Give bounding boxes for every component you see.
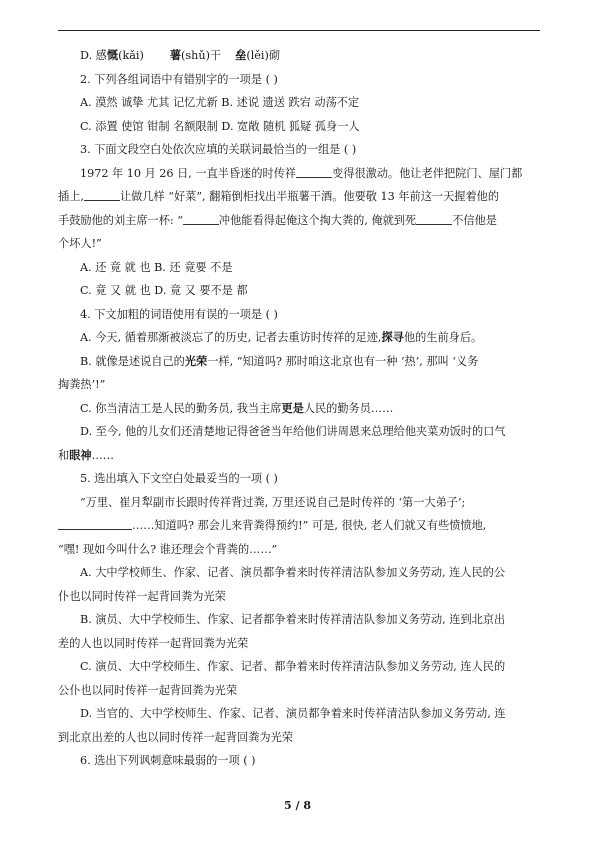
fill-blank bbox=[296, 166, 332, 178]
question-3: 3. 下面文段空白处依次应填的关联词最恰当的一组是 ( ) bbox=[80, 143, 357, 156]
passage-line: “嘿! 现如今叫什么? 谁还理会个背粪的……” bbox=[58, 542, 278, 556]
bold-word: 光荣 bbox=[184, 353, 208, 368]
text: ……知道吗? 那会儿来背粪得预约!” 可是, 很快, 老人们就又有些愤愤地, bbox=[132, 519, 487, 532]
passage-line bbox=[58, 185, 540, 209]
q3-options-cd: C. 竟 又 就 也 D. 竟 又 要不是 都 bbox=[80, 284, 248, 297]
text: 变得很激动。他让老伴把院门、屋门都 bbox=[332, 166, 523, 180]
fill-blank bbox=[84, 189, 120, 201]
fill-blank bbox=[58, 518, 132, 530]
q5-option-b: B. 演员、大中学校师生、作家、记者都争着来时传祥清洁队参加义务劳动, 连到北京出 bbox=[80, 613, 506, 626]
text: C. 你当清洁工是人民的勤务员, 我当主席 bbox=[80, 401, 282, 415]
bold-word: 薯 bbox=[169, 48, 182, 62]
question-5: 5. 选出填入下文空白处最妥当的一项 ( ) bbox=[80, 472, 278, 485]
text: 手鼓励他的刘主席一杯: “ bbox=[58, 213, 183, 227]
text: 和 bbox=[58, 448, 70, 462]
text: 冲他能看得起俺这个掏大粪的, 俺就到死 bbox=[218, 213, 417, 227]
header-rule bbox=[58, 30, 540, 31]
text: 人民的勤务员…… bbox=[303, 401, 394, 415]
q5-option-b-cont: 差的人也以同时传祥一起背回粪为光荣 bbox=[58, 636, 249, 650]
text: D. 感 bbox=[80, 49, 107, 62]
question-4: 4. 下文加粗的词语使用有误的一项是 ( ) bbox=[80, 307, 278, 321]
q5-option-c: C. 演员、大中学校师生、作家、记者、都争着来时传祥清洁队参加义务劳动, 连人民的 bbox=[80, 660, 506, 673]
pinyin: (shǔ)干 bbox=[181, 49, 222, 62]
text: …… bbox=[91, 448, 114, 462]
bold-word: 慨 bbox=[106, 48, 119, 62]
option-d-q1 bbox=[58, 44, 540, 68]
q2-options-cd: C. 添置 使馆 钳制 名额限制 D. 宽敞 随机 狐疑 孤身一人 bbox=[80, 119, 360, 133]
q5-option-a: A. 大中学校师生、作家、记者、演员都争着来时传祥清洁队参加义务劳动, 连人民的公 bbox=[80, 566, 506, 579]
text: 他的生前身后。 bbox=[403, 331, 483, 344]
question-2: 2. 下列各组词语中有错别字的一项是 ( ) bbox=[80, 72, 278, 86]
text: 插上, bbox=[58, 190, 84, 203]
bold-word: 探寻 bbox=[381, 330, 404, 344]
bold-word: 眼神 bbox=[69, 447, 92, 462]
q5-option-d-cont: 到北京出差的人也以同时传祥一起背回粪为光荣 bbox=[58, 730, 293, 744]
q4-option-d-cont bbox=[58, 444, 540, 468]
bold-word: 垒 bbox=[235, 48, 247, 62]
pinyin: (kǎi) bbox=[118, 49, 144, 62]
q4-option-a bbox=[58, 326, 540, 350]
q4-option-d: D. 至今, 他的儿女们还清楚地记得爸爸当年给他们讲周恩来总理给他夹菜劝饭时的口气 bbox=[80, 425, 506, 438]
text: 不信他是 bbox=[452, 213, 497, 227]
q5-option-d: D. 当官的、大中学校师生、作家、记者、演员都争着来时传祥清洁队参加义务劳动, 连 bbox=[80, 707, 506, 720]
passage-line bbox=[58, 209, 540, 233]
q4-option-c bbox=[58, 397, 540, 421]
fill-blank bbox=[416, 213, 452, 225]
q3-options-ab: A. 还 竟 就 也 B. 还 竟要 不是 bbox=[80, 260, 233, 274]
text: B. 就像是述说自己的 bbox=[80, 354, 185, 368]
text: 让做几样 “好菜”, 翻箱倒柜找出半瓶薯干酒。他要敬 13 年前这一天握着他的 bbox=[119, 190, 500, 203]
passage-line bbox=[58, 514, 540, 538]
q2-options-ab: A. 漠然 诚挚 尤其 记忆尤新 B. 述说 遗送 跌宕 动荡不定 bbox=[80, 96, 360, 109]
q5-option-a-cont: 仆也以同时传祥一起背回粪为光荣 bbox=[58, 589, 226, 603]
q5-option-c-cont: 公仆也以同时传祥一起背回粪为光荣 bbox=[58, 683, 238, 697]
text: 1972 年 10 月 26 日, 一直半昏迷的时传祥 bbox=[80, 166, 297, 180]
page-number: 5 / 8 bbox=[284, 799, 311, 812]
passage-line: “万里、崔月犁副市长跟时传祥背过粪, 万里还说自己是时传祥的 ‘第一大弟子’; bbox=[80, 495, 466, 509]
text: 一样, “知道吗? 那时咱这北京也有一种 ‘热’, 那叫 ‘义务 bbox=[207, 354, 479, 368]
question-6: 6. 选出下列讽刺意味最弱的一项 ( ) bbox=[80, 754, 256, 767]
bold-word: 更是 bbox=[281, 400, 304, 415]
page-content bbox=[58, 44, 540, 773]
passage-line bbox=[58, 162, 540, 186]
text: A. 今天, 循着那渐被淡忘了的历史, 记者去重访时传祥的足迹, bbox=[80, 331, 382, 344]
pinyin: (lěi)砌 bbox=[246, 49, 281, 62]
fill-blank bbox=[183, 213, 219, 225]
q4-option-b-cont: 掏粪热’!” bbox=[58, 378, 106, 391]
passage-line: 个坏人!” bbox=[58, 237, 102, 250]
q4-option-b bbox=[58, 350, 540, 374]
